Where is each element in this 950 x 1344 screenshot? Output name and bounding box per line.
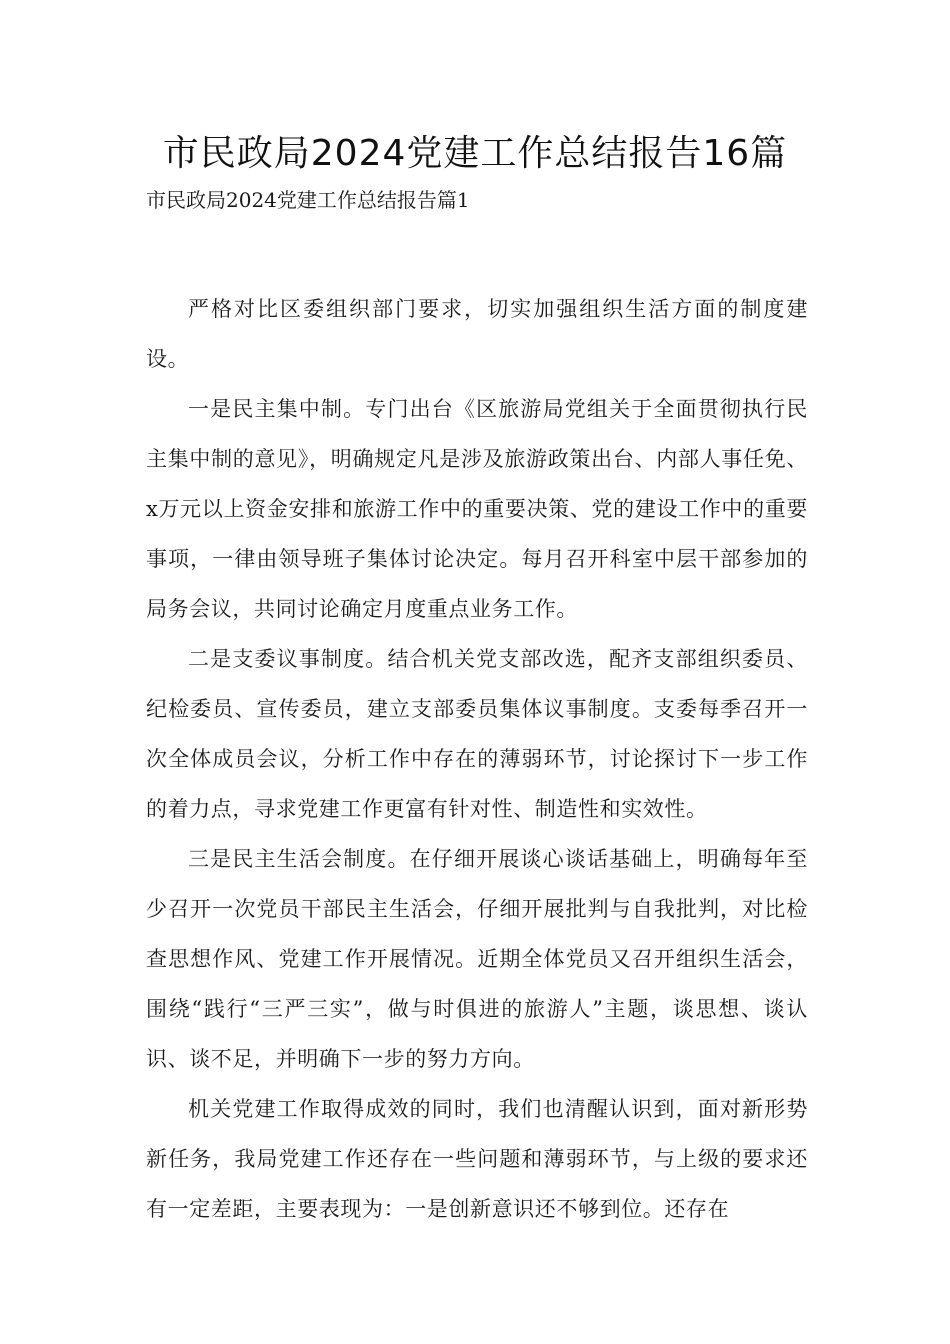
paragraph: 三是民主生活会制度。在仔细开展谈心谈话基础上，明确每年至少召开一次党员干部民主生活会，仔细开展批判与自我批判，对比检查思想作风、党建工作开展情况。近期全体党员又召开组织生活会，围绕“践行“三严三实”，做与时俱进的旅游人”主题，谈思想、谈认识、谈不足，并明确下一步的努力方向。 — [146, 847, 808, 1071]
paragraph: 严格对比区委组织部门要求，切实加强组织生活方面的制度建设。 — [146, 297, 808, 371]
document-body — [146, 284, 808, 1234]
document-subtitle: 市民政局2024党建工作总结报告篇1 — [146, 188, 470, 212]
document-title: 市民政局2024党建工作总结报告16篇 — [162, 133, 788, 174]
paragraph: 机关党建工作取得成效的同时，我们也清醒认识到，面对新形势新任务，我局党建工作还存在一些问题和薄弱环节，与上级的要求还有一定差距，主要表现为：一是创新意识还不够到位。还存在 — [146, 1097, 808, 1221]
paragraph: 一是民主集中制。专门出台《区旅游局党组关于全面贯彻执行民主集中制的意见》，明确规定凡是涉及旅游政策出台、内部人事任免、x万元以上资金安排和旅游工作中的重要决策、党的建设工作中的重要事项，一律由领导班子集体讨论决定。每月召开科室中层干部参加的局务会议，共同讨论确定月度重点业务工作。 — [146, 397, 808, 621]
paragraph: 二是支委议事制度。结合机关党支部改选，配齐支部组织委员、纪检委员、宣传委员，建立支部委员集体议事制度。支委每季召开一次全体成员会议，分析工作中存在的薄弱环节，讨论探讨下一步工作的着力点，寻求党建工作更富有针对性、制造性和实效性。 — [146, 647, 808, 821]
